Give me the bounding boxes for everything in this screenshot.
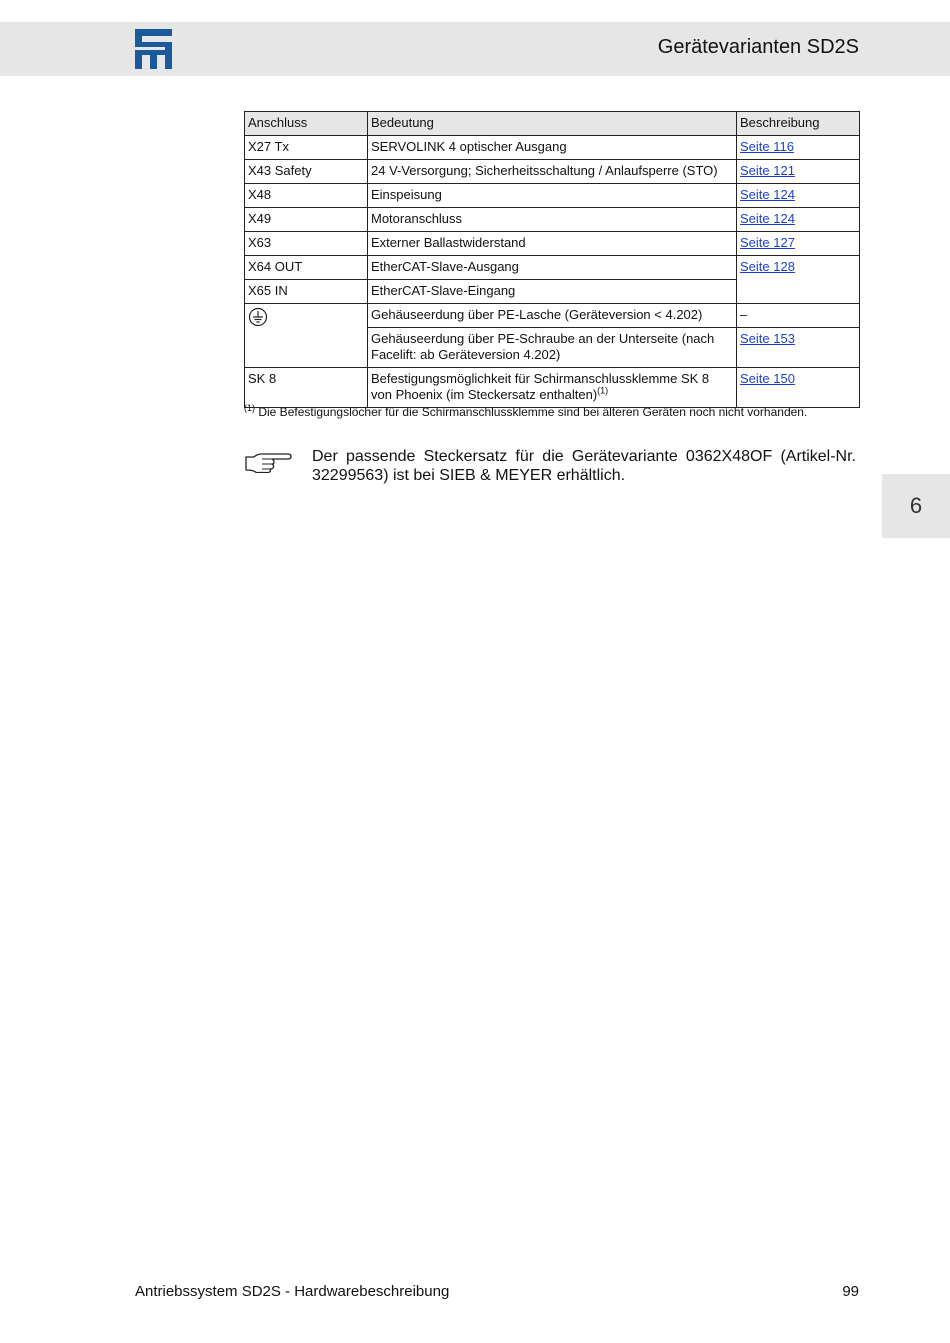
cell-beschreibung	[737, 208, 860, 232]
page-link[interactable]: Seite 128	[740, 259, 795, 274]
cell-beschreibung: –	[737, 304, 860, 328]
cell-bedeutung	[368, 368, 737, 408]
page-link[interactable]: Seite 124	[740, 211, 795, 226]
footer-page-number: 99	[842, 1283, 859, 1300]
footnote-text: Die Befestigungslöcher für die Schirmanschlussklemme sind bei älteren Geräten noch nicht vorhanden.	[258, 405, 808, 419]
cell-beschreibung	[737, 232, 860, 256]
cell-bedeutung: 24 V-Versorgung; Sicherheitsschaltung / Anlaufsperre (STO)	[368, 160, 737, 184]
cell-bedeutung: Motoranschluss	[368, 208, 737, 232]
table-row	[245, 256, 860, 280]
page-link[interactable]: Seite 124	[740, 187, 795, 202]
table-row	[245, 184, 860, 208]
table-row	[245, 136, 860, 160]
cell-bedeutung-text: Befestigungsmöglichkeit für Schirmanschlussklemme SK 8 von Phoenix (im Steckersatz enthalten)	[371, 371, 710, 402]
cell-anschluss: SK 8	[245, 368, 368, 408]
table-row	[245, 160, 860, 184]
page-title: Gerätevarianten SD2S	[657, 36, 859, 58]
page-link[interactable]: Seite 116	[740, 139, 794, 154]
column-header-anschluss: Anschluss	[245, 112, 368, 136]
page-link[interactable]: Seite 121	[740, 163, 795, 178]
cell-beschreibung	[737, 328, 860, 368]
cell-anschluss: X65 IN	[245, 280, 368, 304]
cell-beschreibung	[737, 256, 860, 304]
column-header-beschreibung: Beschreibung	[737, 112, 860, 136]
note-text: Der passende Steckersatz für die Gerätevariante 0362X48OF (Artikel-Nr. 32299563) ist bei SIEB & MEYER erhältlich.	[312, 448, 856, 484]
cell-anschluss: X48	[245, 184, 368, 208]
cell-bedeutung: Externer Ballastwiderstand	[368, 232, 737, 256]
footer-document-title: Antriebssystem SD2S - Hardwarebeschreibung	[135, 1283, 450, 1300]
pointing-hand-icon	[244, 449, 292, 473]
cell-beschreibung	[737, 136, 860, 160]
cell-anschluss: X63	[245, 232, 368, 256]
cell-bedeutung: EtherCAT-Slave-Eingang	[368, 280, 737, 304]
footnote-marker: (1)	[244, 403, 255, 413]
cell-anschluss	[245, 304, 368, 368]
cell-anschluss: X64 OUT	[245, 256, 368, 280]
connection-table	[244, 111, 860, 408]
cell-anschluss: X43 Safety	[245, 160, 368, 184]
cell-bedeutung: Gehäuseerdung über PE-Schraube an der Unterseite (nach Facelift: ab Geräteversion 4.202)	[368, 328, 737, 368]
cell-beschreibung	[737, 160, 860, 184]
protective-earth-icon	[248, 307, 268, 327]
table-row	[245, 232, 860, 256]
sieb-meyer-logo-icon	[135, 29, 172, 69]
page-link[interactable]: Seite 150	[740, 371, 795, 386]
cell-bedeutung: Gehäuseerdung über PE-Lasche (Geräteversion < 4.202)	[368, 304, 737, 328]
footnote	[244, 405, 807, 419]
table-header-row	[245, 112, 860, 136]
cell-beschreibung	[737, 184, 860, 208]
cell-beschreibung	[737, 368, 860, 408]
column-header-bedeutung: Bedeutung	[368, 112, 737, 136]
page-link[interactable]: Seite 153	[740, 331, 795, 346]
cell-anschluss: X49	[245, 208, 368, 232]
table-row	[245, 304, 860, 328]
chapter-tab[interactable]: 6	[882, 474, 950, 538]
table-row	[245, 208, 860, 232]
table-row	[245, 368, 860, 408]
footnote-ref: (1)	[597, 385, 609, 396]
cell-bedeutung: SERVOLINK 4 optischer Ausgang	[368, 136, 737, 160]
cell-bedeutung: Einspeisung	[368, 184, 737, 208]
cell-bedeutung: EtherCAT-Slave-Ausgang	[368, 256, 737, 280]
cell-anschluss: X27 Tx	[245, 136, 368, 160]
page-link[interactable]: Seite 127	[740, 235, 795, 250]
